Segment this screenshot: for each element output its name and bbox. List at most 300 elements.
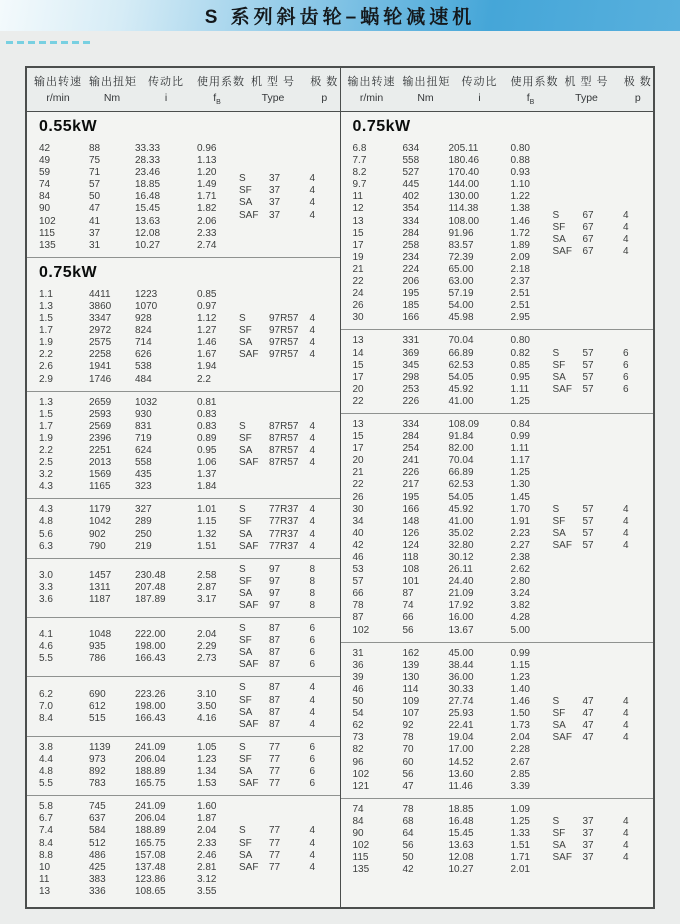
cell-output-speed: 1.5 <box>39 313 53 325</box>
cell-ratio: 165.75 <box>135 837 166 849</box>
type-row <box>239 600 334 612</box>
cell-ratio: 57.19 <box>448 288 474 300</box>
type-row <box>553 384 648 396</box>
cell-output-speed: 6.8 <box>352 143 367 154</box>
type-row <box>553 852 648 864</box>
type-list <box>239 623 340 671</box>
table-row <box>39 155 239 167</box>
cell-output-speed: 62 <box>352 720 364 732</box>
table-left-half <box>27 68 340 907</box>
type-model: SA <box>239 587 253 599</box>
cell-service-factor: 1.15 <box>510 659 530 671</box>
table-row <box>39 582 239 594</box>
cell-output-speed: 4.1 <box>39 629 53 641</box>
cell-service-factor: 0.82 <box>510 347 530 359</box>
type-row <box>239 313 334 325</box>
cell-ratio: 484 <box>135 373 152 385</box>
type-model: SF <box>552 359 566 371</box>
type-row <box>239 173 334 185</box>
cell-service-factor: 1.05 <box>197 741 217 753</box>
cell-output-speed: 3.3 <box>39 581 53 593</box>
cell-output-speed: 74 <box>39 179 51 191</box>
type-size: 47 <box>582 732 594 744</box>
cell-service-factor: 1.33 <box>510 827 530 839</box>
table-row <box>353 612 553 624</box>
cell-ratio: 19.04 <box>448 732 474 744</box>
cell-ratio: 928 <box>135 313 152 325</box>
table-row <box>353 191 553 203</box>
power-rating-heading: 0.75kW <box>39 263 98 281</box>
cell-output-torque: 56 <box>402 624 414 636</box>
row-list <box>341 419 553 637</box>
cell-ratio: 72.39 <box>448 251 474 263</box>
cell-output-speed: 13 <box>352 215 364 227</box>
cell-ratio: 188.89 <box>135 825 166 837</box>
type-model: SAF <box>552 383 572 395</box>
cell-service-factor: 5.00 <box>510 624 530 636</box>
cell-output-torque: 31 <box>89 239 101 251</box>
cell-ratio: 15.45 <box>135 203 161 215</box>
type-size: 57 <box>582 359 594 371</box>
type-row <box>553 732 648 744</box>
table-row <box>353 228 553 240</box>
type-poles: 6 <box>309 623 316 635</box>
type-row <box>553 708 648 720</box>
type-size: 77 <box>269 766 281 778</box>
cell-ratio: 206.04 <box>135 753 166 765</box>
type-poles: 4 <box>623 720 629 732</box>
cell-output-speed: 3.0 <box>39 569 53 581</box>
table-row <box>353 492 553 504</box>
cell-output-speed: 36 <box>352 659 364 671</box>
cell-service-factor: 3.55 <box>197 885 217 897</box>
cell-ratio: 130.00 <box>448 191 480 203</box>
type-poles: 4 <box>309 528 316 540</box>
cell-service-factor: 1.53 <box>197 778 217 790</box>
cell-output-torque: 634 <box>402 143 420 154</box>
watermark-dashes <box>6 41 94 44</box>
type-poles: 6 <box>623 359 629 371</box>
table-row <box>353 732 553 744</box>
row-list <box>27 289 239 386</box>
cell-service-factor: 2.85 <box>510 768 530 780</box>
table-group <box>27 558 340 617</box>
type-poles: 4 <box>309 313 316 325</box>
cell-service-factor: 0.84 <box>510 418 530 430</box>
cell-ratio: 435 <box>135 469 152 481</box>
cell-output-speed: 7.4 <box>39 825 53 837</box>
cell-output-torque: 71 <box>89 167 101 179</box>
type-size: 37 <box>582 815 594 827</box>
cell-output-torque: 527 <box>402 167 420 179</box>
cell-service-factor: 3.82 <box>510 600 530 612</box>
cell-output-torque: 114 <box>402 683 419 695</box>
cell-output-speed: 6.3 <box>39 540 53 552</box>
cell-service-factor: 0.95 <box>510 371 530 383</box>
type-row <box>239 457 334 469</box>
table-row <box>39 191 239 203</box>
table-row <box>39 481 239 493</box>
cell-output-speed: 30 <box>352 312 364 324</box>
cell-ratio: 930 <box>135 408 152 420</box>
cell-output-torque: 2972 <box>89 325 112 337</box>
table-row <box>39 874 239 886</box>
table-row <box>39 850 239 862</box>
cell-output-torque: 515 <box>89 712 106 724</box>
type-poles: 4 <box>309 337 316 349</box>
type-model: S <box>552 815 560 827</box>
cell-output-torque: 745 <box>89 801 106 813</box>
table-row <box>39 349 239 361</box>
type-model: SAF <box>239 718 259 730</box>
type-row <box>239 659 334 671</box>
cell-output-speed: 115 <box>39 227 55 239</box>
cell-service-factor: 1.20 <box>197 167 217 179</box>
type-model: SA <box>552 840 566 852</box>
col-header-model-type: 机 型 号 Type <box>250 75 296 104</box>
type-poles: 4 <box>309 540 316 552</box>
type-row <box>553 504 648 516</box>
cell-output-torque: 1165 <box>89 481 111 493</box>
table-body-right <box>341 112 654 907</box>
type-model: SAF <box>239 349 259 361</box>
type-poles: 4 <box>309 849 316 861</box>
cell-output-torque: 185 <box>402 300 420 312</box>
cell-output-torque: 1457 <box>89 569 112 581</box>
cell-ratio: 824 <box>135 325 152 337</box>
cell-ratio: 180.46 <box>448 155 480 167</box>
type-poles: 4 <box>309 694 316 706</box>
cell-output-torque: 258 <box>402 239 420 251</box>
type-row <box>239 445 334 457</box>
cell-ratio: 719 <box>135 432 152 444</box>
type-row <box>553 348 648 360</box>
cell-ratio: 166.43 <box>135 653 166 665</box>
cell-output-speed: 24 <box>352 288 364 300</box>
table-row <box>39 689 239 701</box>
cell-output-speed: 4.8 <box>39 766 53 778</box>
type-poles: 4 <box>623 245 629 257</box>
type-size: 97 <box>269 587 281 599</box>
cell-output-torque: 139 <box>402 659 420 671</box>
cell-output-speed: 46 <box>352 552 364 563</box>
cell-output-torque: 369 <box>402 347 420 359</box>
cell-ratio: 165.75 <box>135 778 166 790</box>
data-block <box>27 499 340 557</box>
cell-service-factor: 1.50 <box>510 708 530 720</box>
table-row <box>353 625 553 637</box>
cell-output-speed: 14 <box>352 347 364 359</box>
type-model: S <box>239 313 246 325</box>
cell-service-factor: 1.25 <box>510 467 530 479</box>
type-model: SF <box>552 708 566 720</box>
table-row <box>353 179 553 191</box>
type-size: 37 <box>582 852 594 864</box>
type-row <box>553 540 648 552</box>
cell-service-factor: 2.06 <box>197 215 217 227</box>
type-size: 87 <box>269 694 281 706</box>
cell-service-factor: 1.23 <box>197 753 217 765</box>
cell-ratio: 241.09 <box>135 801 166 813</box>
type-row <box>553 222 648 234</box>
type-poles: 4 <box>623 527 629 539</box>
type-row <box>239 623 334 635</box>
cell-output-torque: 1048 <box>89 629 112 641</box>
cell-service-factor: 0.99 <box>510 431 530 443</box>
type-size: 77 <box>269 825 281 837</box>
cell-output-torque: 783 <box>89 778 106 790</box>
table-row <box>353 648 553 660</box>
cell-ratio: 66.89 <box>448 467 474 479</box>
cell-output-torque: 383 <box>89 873 106 885</box>
type-row <box>239 325 334 337</box>
type-poles: 6 <box>623 371 629 383</box>
cell-service-factor: 3.17 <box>197 593 217 605</box>
table-row <box>353 757 553 769</box>
table-row <box>39 167 239 179</box>
type-size: 87 <box>269 635 281 647</box>
row-list <box>341 143 553 324</box>
cell-output-torque: 612 <box>89 700 106 712</box>
cell-service-factor: 2.27 <box>510 539 530 551</box>
cell-ratio: 198.00 <box>135 700 166 712</box>
cell-output-torque: 2569 <box>89 420 112 432</box>
cell-output-torque: 50 <box>402 852 414 864</box>
cell-ratio: 27.74 <box>448 696 474 708</box>
table-group <box>341 642 654 798</box>
cell-service-factor: 0.83 <box>197 420 217 432</box>
cell-service-factor: 1.01 <box>197 504 217 516</box>
cell-output-speed: 8.4 <box>39 837 53 849</box>
cell-ratio: 45.92 <box>448 503 474 515</box>
cell-output-torque: 47 <box>402 780 414 792</box>
cell-output-torque: 584 <box>89 825 106 837</box>
type-list <box>553 504 654 552</box>
type-size: 37 <box>582 840 594 852</box>
cell-service-factor: 0.88 <box>510 155 530 167</box>
cell-output-speed: 13 <box>352 335 364 347</box>
table-row <box>39 301 239 313</box>
col-header-output-speed: 输出转速 r/min <box>347 75 396 104</box>
cell-ratio: 33.33 <box>135 143 161 154</box>
type-list <box>553 210 654 258</box>
cell-output-torque: 75 <box>89 155 101 167</box>
cell-output-speed: 3.6 <box>39 593 53 605</box>
cell-output-speed: 42 <box>352 539 364 551</box>
cell-output-torque: 1746 <box>89 373 112 385</box>
type-model: SF <box>239 325 252 337</box>
cell-output-torque: 234 <box>402 251 420 263</box>
table-row <box>39 641 239 653</box>
type-poles: 4 <box>623 815 629 827</box>
cell-service-factor: 1.27 <box>197 325 217 337</box>
cell-service-factor: 1.46 <box>510 215 530 227</box>
cell-output-torque: 195 <box>402 491 420 503</box>
cell-service-factor: 1.82 <box>197 203 217 215</box>
table-row <box>353 600 553 612</box>
type-poles: 4 <box>309 197 316 209</box>
type-model: S <box>239 825 246 837</box>
table-row <box>39 203 239 215</box>
cell-output-speed: 7.0 <box>39 700 53 712</box>
cell-service-factor: 0.95 <box>197 444 217 456</box>
type-poles: 4 <box>309 432 316 444</box>
cell-ratio: 10.27 <box>135 239 161 251</box>
cell-output-torque: 1311 <box>89 581 111 593</box>
type-size: 97R57 <box>269 337 299 349</box>
type-model: SA <box>552 233 566 245</box>
table-group <box>341 413 654 642</box>
cell-output-torque: 486 <box>89 849 106 861</box>
table-row <box>39 397 239 409</box>
cell-service-factor: 0.80 <box>510 335 530 347</box>
cell-ratio: 32.80 <box>448 539 474 551</box>
cell-ratio: 13.60 <box>448 768 474 780</box>
cell-output-torque: 74 <box>402 600 414 612</box>
type-row <box>239 719 334 731</box>
cell-service-factor: 1.17 <box>510 455 530 467</box>
type-size: 57 <box>582 383 594 395</box>
col-header-service-factor: 使用系数 $f_B$ <box>197 75 245 107</box>
table-row <box>39 337 239 349</box>
cell-output-torque: 902 <box>89 528 106 540</box>
cell-ratio: 558 <box>135 457 152 469</box>
cell-output-torque: 1941 <box>89 361 112 373</box>
cell-ratio: 1032 <box>135 396 158 408</box>
cell-service-factor: 1.46 <box>510 696 530 708</box>
table-row <box>353 576 553 588</box>
table-row <box>39 228 239 240</box>
cell-output-speed: 6.7 <box>39 813 53 825</box>
cell-output-speed: 78 <box>352 600 364 612</box>
table-row <box>39 886 239 898</box>
cell-output-torque: 78 <box>402 732 414 744</box>
col-header-service-factor: 使用系数 $f_B$ <box>510 75 559 107</box>
cell-output-torque: 2251 <box>89 444 112 456</box>
cell-output-torque: 3860 <box>89 300 112 312</box>
cell-ratio: 137.48 <box>135 861 166 873</box>
type-size: 77 <box>269 753 281 765</box>
cell-output-torque: 92 <box>402 720 414 732</box>
type-row <box>239 754 334 766</box>
cell-service-factor: 1.25 <box>510 815 530 827</box>
cell-service-factor: 2.01 <box>510 864 530 876</box>
cell-ratio: 188.89 <box>135 766 166 778</box>
type-model: SA <box>239 197 253 209</box>
table-row <box>353 431 553 443</box>
cell-ratio: 13.63 <box>448 840 474 852</box>
cell-service-factor: 1.23 <box>510 671 530 683</box>
cell-service-factor: 2.33 <box>197 227 217 239</box>
type-model: SA <box>239 766 253 778</box>
type-row <box>553 840 648 852</box>
cell-service-factor: 2.38 <box>510 552 530 563</box>
cell-output-torque: 130 <box>402 671 420 683</box>
type-poles: 4 <box>309 420 316 432</box>
table-row <box>353 540 553 552</box>
cell-service-factor: 0.85 <box>197 288 217 300</box>
cell-service-factor: 1.34 <box>197 766 217 778</box>
cell-output-torque: 2659 <box>89 396 112 408</box>
cell-output-speed: 5.5 <box>39 778 53 790</box>
type-poles: 6 <box>309 659 316 671</box>
cell-output-torque: 2593 <box>89 408 112 420</box>
type-row <box>239 588 334 600</box>
cell-ratio: 14.52 <box>448 756 474 768</box>
type-size: 47 <box>582 708 594 720</box>
cell-output-torque: 254 <box>402 443 420 455</box>
table-row <box>39 445 239 457</box>
type-model: SF <box>239 635 252 647</box>
cell-ratio: 222.00 <box>135 629 166 641</box>
cell-output-speed: 17 <box>352 371 364 383</box>
cell-output-speed: 102 <box>352 768 370 780</box>
cell-ratio: 45.00 <box>448 647 474 659</box>
cell-output-torque: 445 <box>402 179 420 191</box>
cell-ratio: 108.09 <box>448 418 480 430</box>
cell-output-speed: 15 <box>352 359 364 371</box>
cell-ratio: 187.89 <box>135 593 166 605</box>
cell-output-torque: 402 <box>402 191 420 203</box>
type-model: S <box>239 682 246 694</box>
cell-output-speed: 12 <box>352 203 364 215</box>
cell-output-speed: 121 <box>352 780 370 792</box>
table-row <box>353 348 553 360</box>
cell-output-torque: 60 <box>402 756 414 768</box>
table-row <box>353 660 553 672</box>
cell-ratio: 206.04 <box>135 813 166 825</box>
table-row <box>353 203 553 215</box>
cell-output-torque: 148 <box>402 515 420 527</box>
type-poles: 4 <box>309 349 316 361</box>
type-model: S <box>552 209 560 221</box>
cell-ratio: 41.00 <box>448 395 474 407</box>
cell-output-speed: 84 <box>352 815 364 827</box>
table-row <box>39 313 239 325</box>
type-model: SA <box>552 527 566 539</box>
type-row <box>239 529 334 541</box>
cell-output-torque: 42 <box>402 864 414 876</box>
type-size: 37 <box>269 209 281 221</box>
table-row <box>353 708 553 720</box>
type-poles: 4 <box>623 696 629 708</box>
type-row <box>553 696 648 708</box>
type-poles: 6 <box>623 347 629 359</box>
type-row <box>239 421 334 433</box>
cell-service-factor: 0.99 <box>510 647 530 659</box>
cell-ratio: 16.00 <box>448 612 474 624</box>
type-poles: 4 <box>309 325 316 337</box>
cell-output-speed: 6.2 <box>39 688 53 700</box>
cell-service-factor: 0.93 <box>510 167 530 179</box>
cell-ratio: 626 <box>135 349 152 361</box>
type-row <box>553 516 648 528</box>
cell-output-speed: 84 <box>39 191 51 203</box>
table-row <box>353 769 553 781</box>
cell-output-speed: 10 <box>39 861 51 873</box>
cell-ratio: 323 <box>135 481 152 493</box>
cell-ratio: 624 <box>135 444 152 456</box>
cell-ratio: 63.00 <box>448 276 474 288</box>
cell-service-factor: 1.94 <box>197 361 217 373</box>
cell-output-speed: 39 <box>352 671 364 683</box>
cell-output-speed: 74 <box>352 803 364 815</box>
cell-output-speed: 1.9 <box>39 337 53 349</box>
col-header-model-type: 机 型 号 Type <box>564 75 609 104</box>
table-group <box>27 795 340 907</box>
cell-output-speed: 135 <box>39 239 56 251</box>
type-model: SA <box>239 706 253 718</box>
